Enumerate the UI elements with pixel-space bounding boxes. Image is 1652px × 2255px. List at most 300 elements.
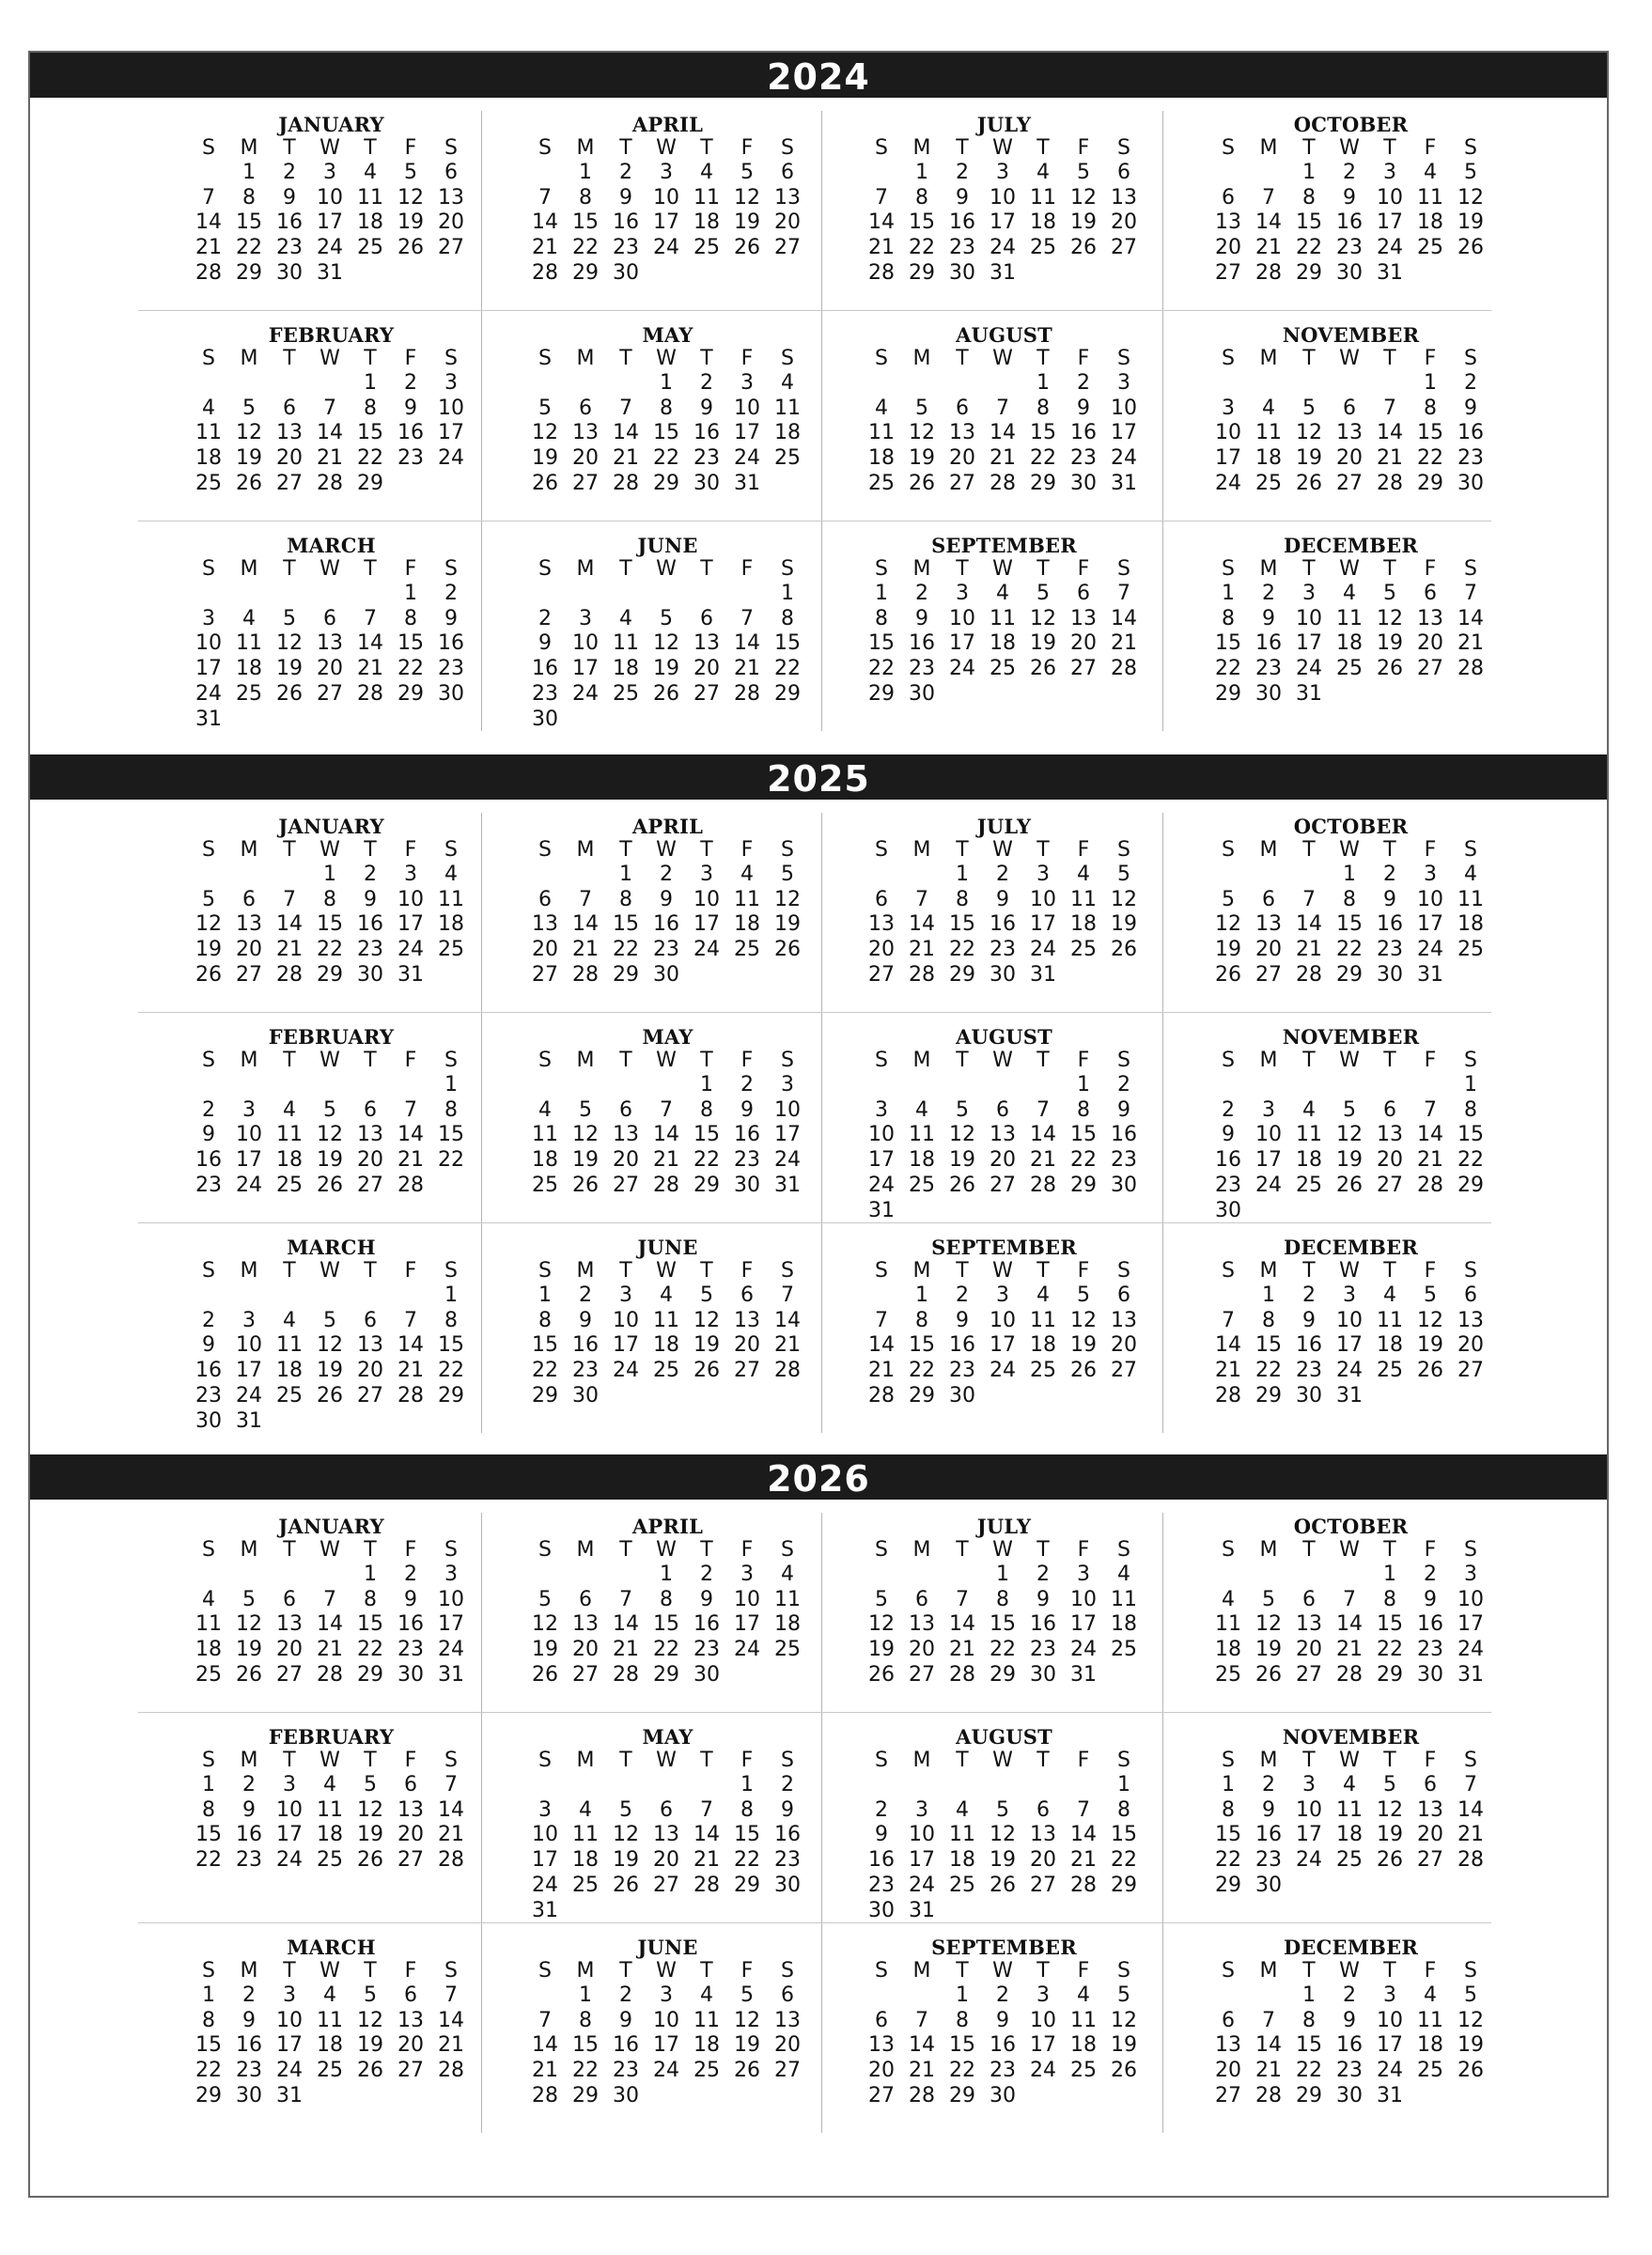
day-cell[interactable]: 7 — [1302, 887, 1316, 911]
day-cell[interactable]: 10 — [653, 185, 679, 210]
day-cell[interactable]: 22 — [572, 236, 599, 260]
day-cell[interactable]: 7 — [700, 1797, 713, 1822]
day-cell[interactable]: 14 — [438, 1797, 464, 1822]
day-cell[interactable]: 9 — [700, 396, 713, 420]
day-cell[interactable]: 18 — [613, 657, 639, 681]
day-cell[interactable]: 2 — [996, 1983, 1009, 2007]
day-cell[interactable]: 31 — [276, 2083, 303, 2107]
day-cell[interactable]: 27 — [397, 2059, 424, 2083]
day-cell[interactable]: 18 — [868, 446, 895, 471]
day-cell[interactable]: 2 — [444, 582, 458, 605]
day-cell[interactable]: 25 — [774, 446, 801, 471]
day-cell[interactable]: 6 — [915, 1587, 928, 1611]
day-cell[interactable]: 4 — [444, 863, 458, 886]
day-cell[interactable]: 10 — [1255, 1123, 1282, 1147]
day-cell[interactable]: 27 — [1417, 1848, 1443, 1873]
day-cell[interactable]: 25 — [1296, 1173, 1322, 1197]
day-cell[interactable]: 1 — [1424, 371, 1437, 395]
day-cell[interactable]: 2 — [538, 606, 552, 630]
day-cell[interactable]: 3 — [579, 606, 592, 630]
day-cell[interactable]: 12 — [949, 1123, 975, 1147]
day-cell[interactable]: 16 — [397, 421, 424, 445]
day-cell[interactable]: 1 — [323, 863, 336, 886]
day-cell[interactable]: 14 — [1255, 2033, 1282, 2058]
day-cell[interactable]: 25 — [949, 1873, 975, 1897]
day-cell[interactable]: 10 — [1030, 887, 1056, 911]
day-cell[interactable]: 5 — [1036, 582, 1050, 605]
day-cell[interactable]: 13 — [1417, 1797, 1443, 1822]
day-cell[interactable]: 6 — [956, 396, 969, 420]
day-cell[interactable]: 11 — [774, 396, 801, 420]
day-cell[interactable]: 14 — [1377, 421, 1403, 445]
day-cell[interactable]: 27 — [1111, 1359, 1137, 1383]
day-cell[interactable]: 16 — [532, 657, 558, 681]
day-cell[interactable]: 24 — [317, 236, 343, 260]
day-cell[interactable]: 15 — [1296, 2033, 1322, 2058]
day-cell[interactable]: 3 — [242, 1308, 256, 1332]
day-cell[interactable]: 29 — [949, 962, 975, 987]
day-cell[interactable]: 4 — [740, 863, 754, 886]
day-cell[interactable]: 30 — [236, 2083, 262, 2107]
day-cell[interactable]: 6 — [579, 1587, 592, 1611]
day-cell[interactable]: 15 — [317, 912, 343, 937]
day-cell[interactable]: 10 — [1417, 887, 1443, 911]
day-cell[interactable]: 11 — [1255, 421, 1282, 445]
day-cell[interactable]: 17 — [276, 1823, 303, 1847]
day-cell[interactable]: 4 — [781, 371, 794, 395]
day-cell[interactable]: 15 — [572, 2033, 599, 2058]
day-cell[interactable]: 8 — [660, 1587, 673, 1611]
day-cell[interactable]: 10 — [1296, 606, 1322, 630]
day-cell[interactable]: 26 — [317, 1173, 343, 1197]
day-cell[interactable]: 10 — [1070, 1587, 1097, 1611]
day-cell[interactable]: 22 — [357, 1638, 383, 1662]
day-cell[interactable]: 14 — [1457, 606, 1484, 630]
day-cell[interactable]: 10 — [613, 1308, 639, 1332]
day-cell[interactable]: 14 — [734, 631, 760, 656]
day-cell[interactable]: 29 — [195, 2083, 222, 2107]
day-cell[interactable]: 11 — [694, 185, 720, 210]
day-cell[interactable]: 21 — [1336, 1638, 1363, 1662]
day-cell[interactable]: 29 — [1377, 1662, 1403, 1687]
day-cell[interactable]: 25 — [1030, 1359, 1056, 1383]
day-cell[interactable]: 2 — [1036, 1563, 1050, 1586]
day-cell[interactable]: 14 — [1030, 1123, 1056, 1147]
day-cell[interactable]: 23 — [1336, 236, 1363, 260]
day-cell[interactable]: 24 — [774, 1148, 801, 1173]
day-cell[interactable]: 15 — [357, 421, 383, 445]
day-cell[interactable]: 12 — [317, 1333, 343, 1358]
day-cell[interactable]: 16 — [774, 1823, 801, 1847]
day-cell[interactable]: 16 — [1111, 1123, 1137, 1147]
day-cell[interactable]: 1 — [444, 1283, 458, 1307]
day-cell[interactable]: 7 — [875, 185, 888, 210]
day-cell[interactable]: 13 — [1111, 1308, 1137, 1332]
day-cell[interactable]: 4 — [202, 1587, 215, 1611]
day-cell[interactable]: 28 — [438, 2059, 464, 2083]
day-cell[interactable]: 19 — [734, 210, 760, 235]
day-cell[interactable]: 8 — [1302, 2008, 1316, 2032]
day-cell[interactable]: 27 — [1296, 1662, 1322, 1687]
day-cell[interactable]: 7 — [444, 1983, 458, 2007]
day-cell[interactable]: 11 — [276, 1333, 303, 1358]
day-cell[interactable]: 27 — [276, 1662, 303, 1687]
day-cell[interactable]: 16 — [236, 1823, 262, 1847]
day-cell[interactable]: 11 — [532, 1123, 558, 1147]
day-cell[interactable]: 7 — [579, 887, 592, 911]
day-cell[interactable]: 17 — [1030, 912, 1056, 937]
day-cell[interactable]: 16 — [195, 1359, 222, 1383]
day-cell[interactable]: 29 — [357, 1662, 383, 1687]
day-cell[interactable]: 18 — [1255, 446, 1282, 471]
day-cell[interactable]: 18 — [734, 912, 760, 937]
day-cell[interactable]: 30 — [357, 962, 383, 987]
day-cell[interactable]: 15 — [236, 210, 262, 235]
day-cell[interactable]: 13 — [236, 912, 262, 937]
day-cell[interactable]: 5 — [996, 1797, 1009, 1822]
day-cell[interactable]: 29 — [532, 1383, 558, 1407]
day-cell[interactable]: 9 — [660, 887, 673, 911]
day-cell[interactable]: 19 — [909, 446, 935, 471]
day-cell[interactable]: 7 — [915, 2008, 928, 2032]
day-cell[interactable]: 11 — [1417, 2008, 1443, 2032]
day-cell[interactable]: 11 — [694, 2008, 720, 2032]
day-cell[interactable]: 28 — [1336, 1662, 1363, 1687]
day-cell[interactable]: 28 — [195, 260, 222, 285]
day-cell[interactable]: 3 — [956, 582, 969, 605]
day-cell[interactable]: 27 — [613, 1173, 639, 1197]
day-cell[interactable]: 31 — [397, 962, 424, 987]
day-cell[interactable]: 15 — [357, 1612, 383, 1637]
day-cell[interactable]: 31 — [236, 1408, 262, 1433]
day-cell[interactable]: 11 — [1457, 887, 1484, 911]
day-cell[interactable]: 12 — [694, 1308, 720, 1332]
day-cell[interactable]: 21 — [1255, 2059, 1282, 2083]
day-cell[interactable]: 6 — [283, 396, 296, 420]
day-cell[interactable]: 17 — [1070, 1612, 1097, 1637]
day-cell[interactable]: 9 — [1383, 887, 1396, 911]
day-cell[interactable]: 30 — [195, 1408, 222, 1433]
day-cell[interactable]: 19 — [1336, 1148, 1363, 1173]
day-cell[interactable]: 3 — [404, 863, 417, 886]
day-cell[interactable]: 12 — [1457, 185, 1484, 210]
day-cell[interactable]: 16 — [572, 1333, 599, 1358]
day-cell[interactable]: 21 — [438, 2033, 464, 2058]
day-cell[interactable]: 24 — [1296, 657, 1322, 681]
day-cell[interactable]: 21 — [734, 657, 760, 681]
day-cell[interactable]: 10 — [236, 1333, 262, 1358]
day-cell[interactable]: 22 — [195, 1848, 222, 1873]
day-cell[interactable]: 23 — [1030, 1638, 1056, 1662]
day-cell[interactable]: 26 — [357, 1848, 383, 1873]
day-cell[interactable]: 6 — [1464, 1283, 1477, 1307]
day-cell[interactable]: 21 — [572, 938, 599, 962]
day-cell[interactable]: 3 — [915, 1797, 928, 1822]
day-cell[interactable]: 29 — [653, 471, 679, 495]
day-cell[interactable]: 7 — [323, 396, 336, 420]
day-cell[interactable]: 30 — [613, 260, 639, 285]
day-cell[interactable]: 21 — [1111, 631, 1137, 656]
day-cell[interactable]: 7 — [283, 887, 296, 911]
day-cell[interactable]: 16 — [1255, 631, 1282, 656]
day-cell[interactable]: 4 — [660, 1283, 673, 1307]
day-cell[interactable]: 12 — [1070, 185, 1097, 210]
day-cell[interactable]: 21 — [1457, 631, 1484, 656]
day-cell[interactable]: 28 — [734, 681, 760, 706]
day-cell[interactable]: 10 — [572, 631, 599, 656]
day-cell[interactable]: 30 — [397, 1662, 424, 1687]
day-cell[interactable]: 21 — [909, 2059, 935, 2083]
day-cell[interactable]: 11 — [1215, 1612, 1241, 1637]
day-cell[interactable]: 6 — [1077, 582, 1090, 605]
day-cell[interactable]: 27 — [1336, 471, 1363, 495]
day-cell[interactable]: 15 — [1336, 912, 1363, 937]
day-cell[interactable]: 22 — [653, 446, 679, 471]
day-cell[interactable]: 15 — [572, 210, 599, 235]
day-cell[interactable]: 11 — [438, 887, 464, 911]
day-cell[interactable]: 7 — [956, 1587, 969, 1611]
day-cell[interactable]: 12 — [236, 1612, 262, 1637]
day-cell[interactable]: 17 — [438, 421, 464, 445]
day-cell[interactable]: 13 — [532, 912, 558, 937]
day-cell[interactable]: 19 — [613, 1848, 639, 1873]
day-cell[interactable]: 14 — [532, 210, 558, 235]
day-cell[interactable]: 29 — [734, 1873, 760, 1897]
day-cell[interactable]: 5 — [1222, 887, 1235, 911]
day-cell[interactable]: 24 — [734, 1638, 760, 1662]
day-cell[interactable]: 20 — [1457, 1333, 1484, 1358]
day-cell[interactable]: 25 — [1070, 2059, 1097, 2083]
day-cell[interactable]: 11 — [949, 1823, 975, 1847]
day-cell[interactable]: 15 — [532, 1333, 558, 1358]
day-cell[interactable]: 22 — [1296, 2059, 1322, 2083]
day-cell[interactable]: 3 — [1302, 582, 1316, 605]
day-cell[interactable]: 1 — [1302, 161, 1316, 184]
day-cell[interactable]: 26 — [734, 236, 760, 260]
day-cell[interactable]: 8 — [1302, 185, 1316, 210]
day-cell[interactable]: 17 — [1336, 1333, 1363, 1358]
day-cell[interactable]: 13 — [357, 1333, 383, 1358]
day-cell[interactable]: 31 — [734, 471, 760, 495]
day-cell[interactable]: 18 — [195, 446, 222, 471]
day-cell[interactable]: 20 — [1417, 1823, 1443, 1847]
day-cell[interactable]: 12 — [1111, 2008, 1137, 2032]
day-cell[interactable]: 24 — [1255, 1173, 1282, 1197]
day-cell[interactable]: 5 — [915, 396, 928, 420]
day-cell[interactable]: 24 — [868, 1173, 895, 1197]
day-cell[interactable]: 29 — [438, 1383, 464, 1407]
day-cell[interactable]: 31 — [990, 260, 1016, 285]
day-cell[interactable]: 25 — [317, 2059, 343, 2083]
day-cell[interactable]: 21 — [909, 938, 935, 962]
day-cell[interactable]: 15 — [949, 2033, 975, 2058]
day-cell[interactable]: 29 — [1457, 1173, 1484, 1197]
day-cell[interactable]: 23 — [909, 657, 935, 681]
day-cell[interactable]: 14 — [357, 631, 383, 656]
day-cell[interactable]: 28 — [613, 471, 639, 495]
day-cell[interactable]: 5 — [1464, 1983, 1477, 2007]
day-cell[interactable]: 23 — [1296, 1359, 1322, 1383]
day-cell[interactable]: 20 — [1417, 631, 1443, 656]
day-cell[interactable]: 24 — [1296, 1848, 1322, 1873]
day-cell[interactable]: 1 — [404, 582, 417, 605]
day-cell[interactable]: 24 — [653, 2059, 679, 2083]
day-cell[interactable]: 6 — [875, 2008, 888, 2032]
day-cell[interactable]: 11 — [1111, 1587, 1137, 1611]
day-cell[interactable]: 18 — [1417, 210, 1443, 235]
day-cell[interactable]: 19 — [1417, 1333, 1443, 1358]
day-cell[interactable]: 2 — [781, 1773, 794, 1796]
day-cell[interactable]: 22 — [1215, 1848, 1241, 1873]
day-cell[interactable]: 5 — [781, 863, 794, 886]
day-cell[interactable]: 20 — [438, 210, 464, 235]
day-cell[interactable]: 8 — [915, 1308, 928, 1332]
day-cell[interactable]: 9 — [996, 2008, 1009, 2032]
day-cell[interactable]: 17 — [1377, 2033, 1403, 2058]
day-cell[interactable]: 31 — [1070, 1662, 1097, 1687]
day-cell[interactable]: 11 — [1030, 185, 1056, 210]
day-cell[interactable]: 9 — [1343, 185, 1356, 210]
day-cell[interactable]: 19 — [1215, 938, 1241, 962]
day-cell[interactable]: 7 — [781, 1283, 794, 1307]
day-cell[interactable]: 23 — [236, 2059, 262, 2083]
day-cell[interactable]: 6 — [700, 606, 713, 630]
day-cell[interactable]: 12 — [532, 1612, 558, 1637]
day-cell[interactable]: 6 — [1117, 161, 1130, 184]
day-cell[interactable]: 3 — [875, 1097, 888, 1122]
day-cell[interactable]: 9 — [996, 887, 1009, 911]
day-cell[interactable]: 30 — [949, 260, 975, 285]
day-cell[interactable]: 27 — [868, 2083, 895, 2107]
day-cell[interactable]: 17 — [613, 1333, 639, 1358]
day-cell[interactable]: 13 — [357, 1123, 383, 1147]
day-cell[interactable]: 20 — [357, 1359, 383, 1383]
day-cell[interactable]: 6 — [1222, 2008, 1235, 2032]
day-cell[interactable]: 16 — [694, 1612, 720, 1637]
day-cell[interactable]: 21 — [1215, 1359, 1241, 1383]
day-cell[interactable]: 19 — [774, 912, 801, 937]
day-cell[interactable]: 22 — [949, 2059, 975, 2083]
day-cell[interactable]: 4 — [915, 1097, 928, 1122]
day-cell[interactable]: 13 — [397, 1797, 424, 1822]
day-cell[interactable]: 20 — [1215, 2059, 1241, 2083]
day-cell[interactable]: 3 — [444, 371, 458, 395]
day-cell[interactable]: 20 — [653, 1848, 679, 1873]
day-cell[interactable]: 7 — [915, 887, 928, 911]
day-cell[interactable]: 10 — [236, 1123, 262, 1147]
day-cell[interactable]: 20 — [572, 1638, 599, 1662]
day-cell[interactable]: 1 — [242, 161, 256, 184]
day-cell[interactable]: 3 — [1036, 1983, 1050, 2007]
day-cell[interactable]: 19 — [1377, 1823, 1403, 1847]
day-cell[interactable]: 27 — [1215, 260, 1241, 285]
day-cell[interactable]: 8 — [202, 2008, 215, 2032]
day-cell[interactable]: 30 — [1417, 1662, 1443, 1687]
day-cell[interactable]: 18 — [1336, 1823, 1363, 1847]
day-cell[interactable]: 2 — [202, 1097, 215, 1122]
day-cell[interactable]: 18 — [195, 1638, 222, 1662]
day-cell[interactable]: 24 — [613, 1359, 639, 1383]
day-cell[interactable]: 29 — [1336, 962, 1363, 987]
day-cell[interactable]: 13 — [572, 421, 599, 445]
day-cell[interactable]: 10 — [317, 185, 343, 210]
day-cell[interactable]: 16 — [613, 2033, 639, 2058]
day-cell[interactable]: 18 — [990, 631, 1016, 656]
day-cell[interactable]: 24 — [1457, 1638, 1484, 1662]
day-cell[interactable]: 7 — [619, 1587, 632, 1611]
day-cell[interactable]: 13 — [1377, 1123, 1403, 1147]
day-cell[interactable]: 4 — [1222, 1587, 1235, 1611]
day-cell[interactable]: 28 — [990, 471, 1016, 495]
day-cell[interactable]: 27 — [572, 1662, 599, 1687]
day-cell[interactable]: 3 — [660, 1983, 673, 2007]
day-cell[interactable]: 17 — [1417, 912, 1443, 937]
day-cell[interactable]: 7 — [404, 1308, 417, 1332]
day-cell[interactable]: 4 — [781, 1563, 794, 1586]
day-cell[interactable]: 17 — [195, 657, 222, 681]
day-cell[interactable]: 14 — [397, 1123, 424, 1147]
day-cell[interactable]: 22 — [949, 938, 975, 962]
day-cell[interactable]: 2 — [1077, 371, 1090, 395]
day-cell[interactable]: 20 — [1255, 938, 1282, 962]
day-cell[interactable]: 2 — [1262, 582, 1275, 605]
day-cell[interactable]: 31 — [1336, 1383, 1363, 1407]
day-cell[interactable]: 2 — [956, 161, 969, 184]
day-cell[interactable]: 10 — [1296, 1797, 1322, 1822]
day-cell[interactable]: 24 — [1070, 1638, 1097, 1662]
day-cell[interactable]: 16 — [949, 210, 975, 235]
day-cell[interactable]: 8 — [781, 606, 794, 630]
day-cell[interactable]: 17 — [236, 1359, 262, 1383]
day-cell[interactable]: 17 — [397, 912, 424, 937]
day-cell[interactable]: 13 — [694, 631, 720, 656]
day-cell[interactable]: 19 — [990, 1848, 1016, 1873]
day-cell[interactable]: 1 — [1302, 1983, 1316, 2007]
day-cell[interactable]: 6 — [781, 1983, 794, 2007]
day-cell[interactable]: 13 — [1336, 421, 1363, 445]
day-cell[interactable]: 24 — [236, 1173, 262, 1197]
day-cell[interactable]: 7 — [364, 606, 377, 630]
day-cell[interactable]: 13 — [276, 1612, 303, 1637]
day-cell[interactable]: 6 — [242, 887, 256, 911]
day-cell[interactable]: 6 — [996, 1097, 1009, 1122]
day-cell[interactable]: 29 — [909, 1383, 935, 1407]
day-cell[interactable]: 12 — [868, 1612, 895, 1637]
day-cell[interactable]: 18 — [317, 2033, 343, 2058]
day-cell[interactable]: 18 — [1417, 2033, 1443, 2058]
day-cell[interactable]: 4 — [619, 606, 632, 630]
day-cell[interactable]: 29 — [990, 1662, 1016, 1687]
day-cell[interactable]: 1 — [202, 1773, 215, 1796]
day-cell[interactable]: 16 — [357, 912, 383, 937]
day-cell[interactable]: 24 — [1215, 471, 1241, 495]
day-cell[interactable]: 2 — [700, 371, 713, 395]
day-cell[interactable]: 8 — [579, 185, 592, 210]
day-cell[interactable]: 7 — [444, 1773, 458, 1796]
day-cell[interactable]: 22 — [438, 1148, 464, 1173]
day-cell[interactable]: 15 — [990, 1612, 1016, 1637]
day-cell[interactable]: 7 — [1464, 582, 1477, 605]
day-cell[interactable]: 10 — [909, 1823, 935, 1847]
day-cell[interactable]: 5 — [956, 1097, 969, 1122]
day-cell[interactable]: 9 — [1036, 1587, 1050, 1611]
day-cell[interactable]: 4 — [1464, 863, 1477, 886]
day-cell[interactable]: 11 — [276, 1123, 303, 1147]
day-cell[interactable]: 4 — [1077, 863, 1090, 886]
day-cell[interactable]: 13 — [317, 631, 343, 656]
day-cell[interactable]: 15 — [1296, 210, 1322, 235]
day-cell[interactable]: 8 — [956, 2008, 969, 2032]
